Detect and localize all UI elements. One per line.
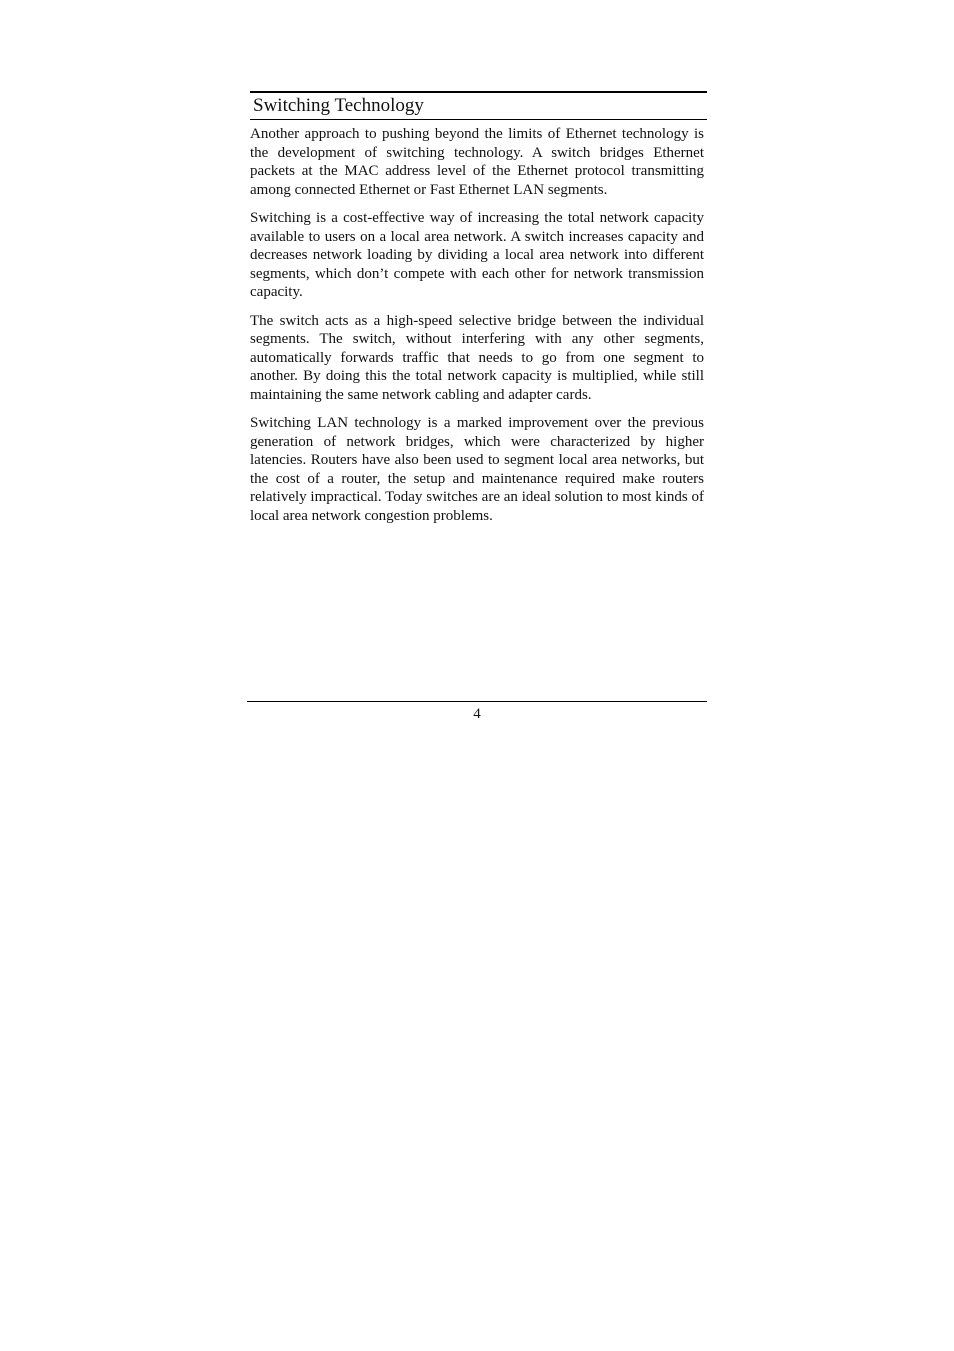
paragraph-1: Another approach to pushing beyond the limits of Ethernet technology is the development of switching technology. A switch bridges Ethernet packets at the MAC address level of the Ethernet protocol transmitting among connected Ethernet or Fast Ethernet LAN segments. bbox=[250, 126, 704, 198]
section-title: Switching Technology bbox=[253, 95, 424, 116]
header-top-rule bbox=[250, 91, 707, 93]
paragraph-3: The switch acts as a high-speed selective bridge between the individual segments. The switch, without interfering with any other segments, automatically forwards traffic that needs to go from one segment to another. By doing this the total network capacity is multiplied, while still maintaining the same network cabling and adapter cards. bbox=[250, 312, 704, 403]
header-bottom-rule bbox=[250, 119, 707, 120]
body-text bbox=[250, 125, 704, 535]
page-number: 4 bbox=[473, 706, 481, 722]
footer-rule bbox=[247, 701, 707, 702]
paragraph-4: Switching LAN technology is a marked improvement over the previous generation of network bridges, which were characterized by higher latencies. Routers have also been used to segment local area networks, but the cost of a router, the setup and maintenance required make routers relatively impractical. Today switches are an ideal solution to most kinds of local area network congestion problems. bbox=[250, 415, 704, 524]
paragraph-2: Switching is a cost-effective way of increasing the total network capacity available to users on a local area network. A switch increases capacity and decreases network loading by dividing a local area network into different segments, which don’t compete with each other for network transmission capacity. bbox=[250, 210, 704, 300]
